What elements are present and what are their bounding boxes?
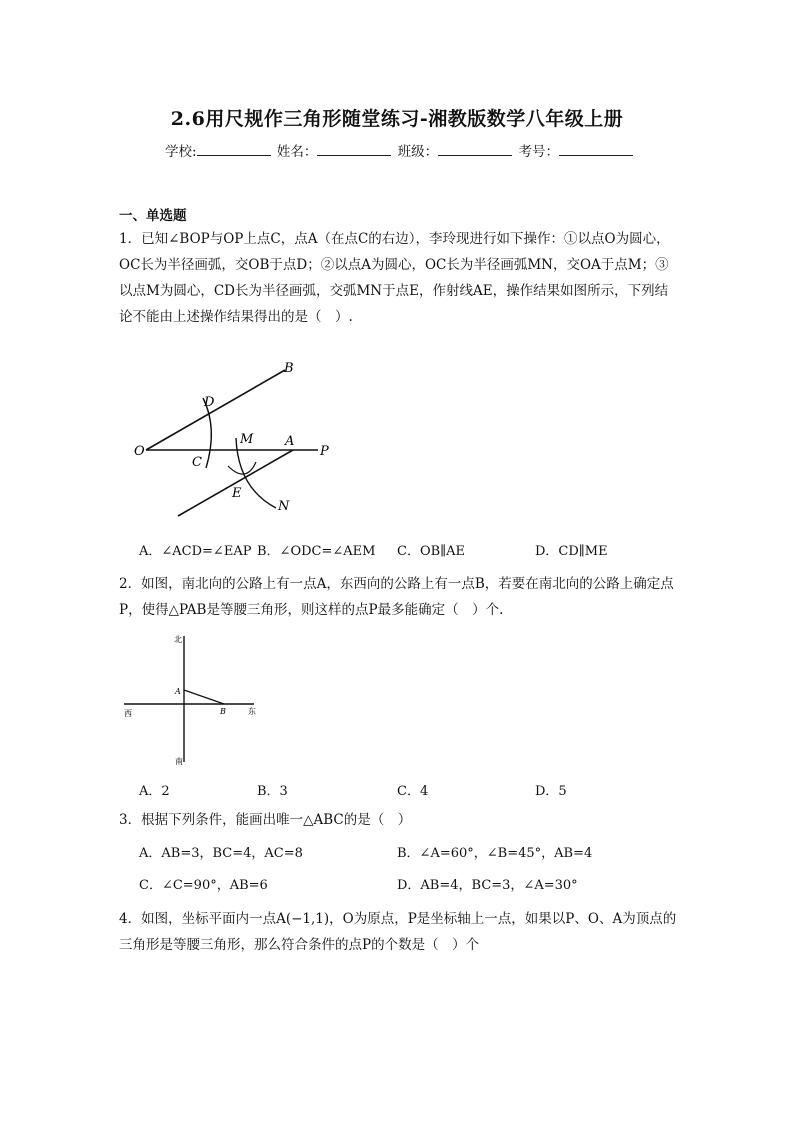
label-m: M [240, 432, 254, 447]
q3-option-d[interactable]: D．AB=4，BC=3，∠A=30° [397, 878, 578, 893]
label-o: O [134, 444, 145, 459]
label-south: 南 [175, 757, 183, 766]
section-heading: 一、单选题 [119, 208, 187, 224]
question-1-figure [130, 358, 340, 518]
q1-option-a[interactable]: A．∠ACD=∠EAP [139, 544, 252, 559]
label-a: A [175, 687, 181, 696]
page-title: 2.6用尺规作三角形随堂练习-湘教版数学八年级上册 [170, 108, 624, 130]
question-4-stem: 4．如图，坐标平面内一点A(−1,1)，O为原点，P是坐标轴上一点，如果以P、O、A为顶点的三角形是等腰三角形，那么符合条件的点P的个数是（ ）个 [119, 911, 677, 953]
label-d: D [204, 395, 215, 410]
ray-ob [146, 370, 285, 450]
class-blank[interactable] [438, 143, 512, 156]
exam-no-blank[interactable] [559, 143, 633, 156]
q3-option-b[interactable]: B．∠A=60°，∠B=45°，AB=4 [397, 846, 593, 861]
arc-mn [236, 438, 276, 508]
label-a: A [285, 434, 295, 449]
q1-option-c[interactable]: C．OB∥AE [397, 544, 466, 559]
question-3-stem: 3．根据下列条件，能画出唯一△ABC的是（ ） [119, 812, 412, 828]
label-p: P [320, 444, 329, 459]
exam-no-label: 考号： [518, 144, 559, 160]
segment-ab [184, 690, 224, 704]
name-blank[interactable] [317, 143, 391, 156]
label-west: 西 [124, 709, 132, 718]
label-b: B [284, 361, 294, 376]
question-2-figure [120, 630, 270, 770]
q3-option-c[interactable]: C．∠C=90°，AB=6 [139, 878, 268, 893]
q2-option-c[interactable]: C．4 [397, 784, 429, 799]
q2-option-d[interactable]: D．5 [535, 784, 567, 799]
class-label: 班级： [397, 144, 439, 160]
q2-option-b[interactable]: B．3 [257, 784, 288, 799]
label-b: B [220, 707, 226, 716]
question-1-stem: 1．已知∠BOP与OP上点C，点A（在点C的右边），李玲现进行如下操作：①以点O为圆心，OC长为半径画弧，交OB于点D；②以点A为圆心，OC长为半径画弧MN，交OA于点M；③以点M为圆心，CD长为半径画弧，交弧MN于点E，作射线AE，操作结果如图所示，下列结论不能由上述操作结果得出的是（ ）. [119, 231, 670, 325]
q3-option-a[interactable]: A．AB=3，BC=4，AC=8 [139, 846, 303, 861]
question-2-stem: 2．如图，南北向的公路上有一点A，东西向的公路上有一点B，若要在南北向的公路上确定点P，使得△PAB是等腰三角形，则这样的点P最多能确定（ ）个. [119, 576, 674, 618]
label-north: 北 [174, 635, 182, 644]
student-info-line [165, 140, 635, 160]
q2-option-a[interactable]: A．2 [139, 784, 170, 799]
label-e: E [232, 486, 242, 501]
q1-option-b[interactable]: B．∠ODC=∠AEM [257, 544, 376, 559]
q1-option-d[interactable]: D．CD∥ME [535, 544, 608, 559]
school-label: 学校: [165, 144, 197, 160]
label-n: N [278, 499, 290, 514]
name-label: 姓名： [276, 144, 318, 160]
label-c: C [192, 455, 202, 470]
label-east: 东 [248, 707, 256, 716]
school-blank[interactable] [197, 143, 271, 156]
